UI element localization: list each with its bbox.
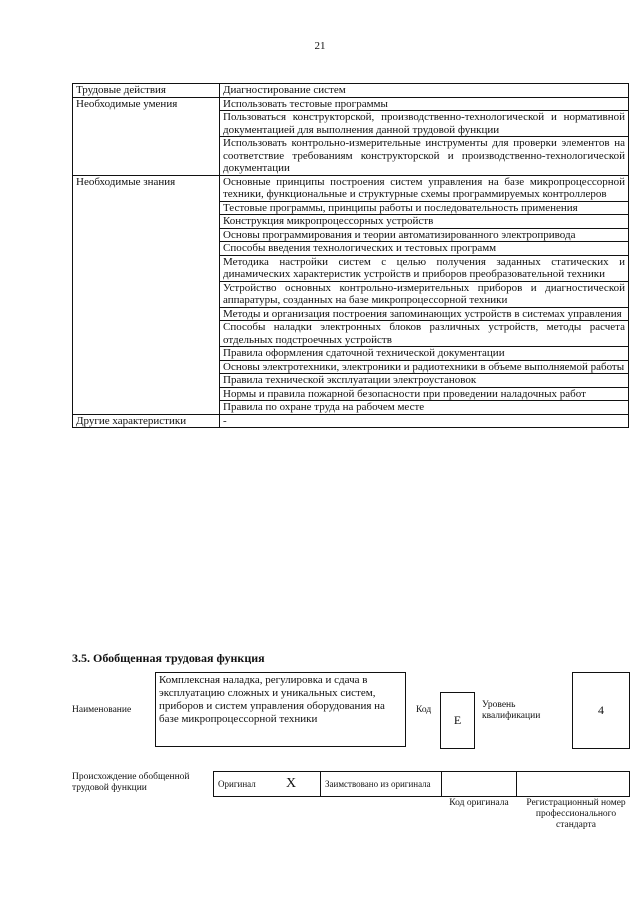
code-value-box: Е [440,692,475,749]
original-label: Оригинал [214,772,283,797]
origin-label: Происхождение обобщенной трудовой функции [72,772,190,793]
table-cell: Методика настройки систем с целью получения заданных статических и динамических характеристик устройств и приборов преобразовательной техники [220,255,629,281]
reg-number-cell [517,772,630,797]
table-row [73,175,629,201]
table-cell: Нормы и правила пожарной безопасности при проведении наладочных работ [220,387,629,401]
row-group-label: Необходимые умения [73,97,220,175]
row-group-label: Необходимые знания [73,175,220,414]
code-label: Код [416,705,432,715]
row-group-label: Другие характеристики [73,414,220,428]
table-cell: Способы введения технологических и тестовых программ [220,242,629,256]
table-cell: Основы электротехники, электроники и радиотехники в объеме выполняемой работы [220,360,629,374]
name-label: Наименование [72,705,132,715]
table-cell: Методы и организация построения запоминающих устройств в системах управления [220,307,629,321]
reg-number-caption: Регистрационный номер профессионального стандарта [526,798,626,830]
table-row [73,97,629,111]
origin-table [213,771,630,797]
table-cell: Пользоваться конструкторской, производственно-технологической и нормативной документацией для выполнения данной трудовой функции [220,111,629,137]
table-cell: Тестовые программы, принципы работы и последовательность применения [220,201,629,215]
code-original-caption: Код оригинала [449,798,509,808]
table-cell: Конструкция микропроцессорных устройств [220,215,629,229]
competency-table [72,83,629,428]
table-cell: Правила оформления сдаточной технической документации [220,347,629,361]
level-value-box: 4 [572,672,630,749]
borrowed-label: Заимствовано из оригинала [321,772,442,797]
table-cell: Способы наладки электронных блоков различных устройств, методы расчета отдельных подстроечных устройств [220,321,629,347]
code-original-cell [442,772,517,797]
table-cell: Основы программирования и теории автоматизированного электропривода [220,228,629,242]
table-cell: Правила технической эксплуатации электроустановок [220,374,629,388]
level-label: Уровень квалификации [482,700,541,721]
table-row [73,414,629,428]
row-group-label: Трудовые действия [73,84,220,98]
table-cell: Использовать контрольно-измерительные инструменты для проверки элементов на соответствие требованиям конструкторской и производственно-технологической документации [220,137,629,176]
table-row [73,84,629,98]
table-cell: - [220,414,629,428]
name-value-box: Комплексная наладка, регулировка и сдача в эксплуатацию сложных и уникальных систем, приборов и систем управления оборудования на базе микропроцессорной техники [155,672,406,747]
section-title: 3.5. Обобщенная трудовая функция [72,651,265,665]
page-number: 21 [314,40,326,52]
table-cell: Правила по охране труда на рабочем месте [220,401,629,415]
original-mark: X [282,772,321,797]
table-cell: Диагностирование систем [220,84,629,98]
table-cell: Основные принципы построения систем управления на базе микропроцессорной техники, функциональные и структурные схемы программируемых контроллеров [220,175,629,201]
table-cell: Использовать тестовые программы [220,97,629,111]
table-cell: Устройство основных контрольно-измерительных приборов и диагностической аппаратуры, созданных на базе микропроцессорной техники [220,281,629,307]
